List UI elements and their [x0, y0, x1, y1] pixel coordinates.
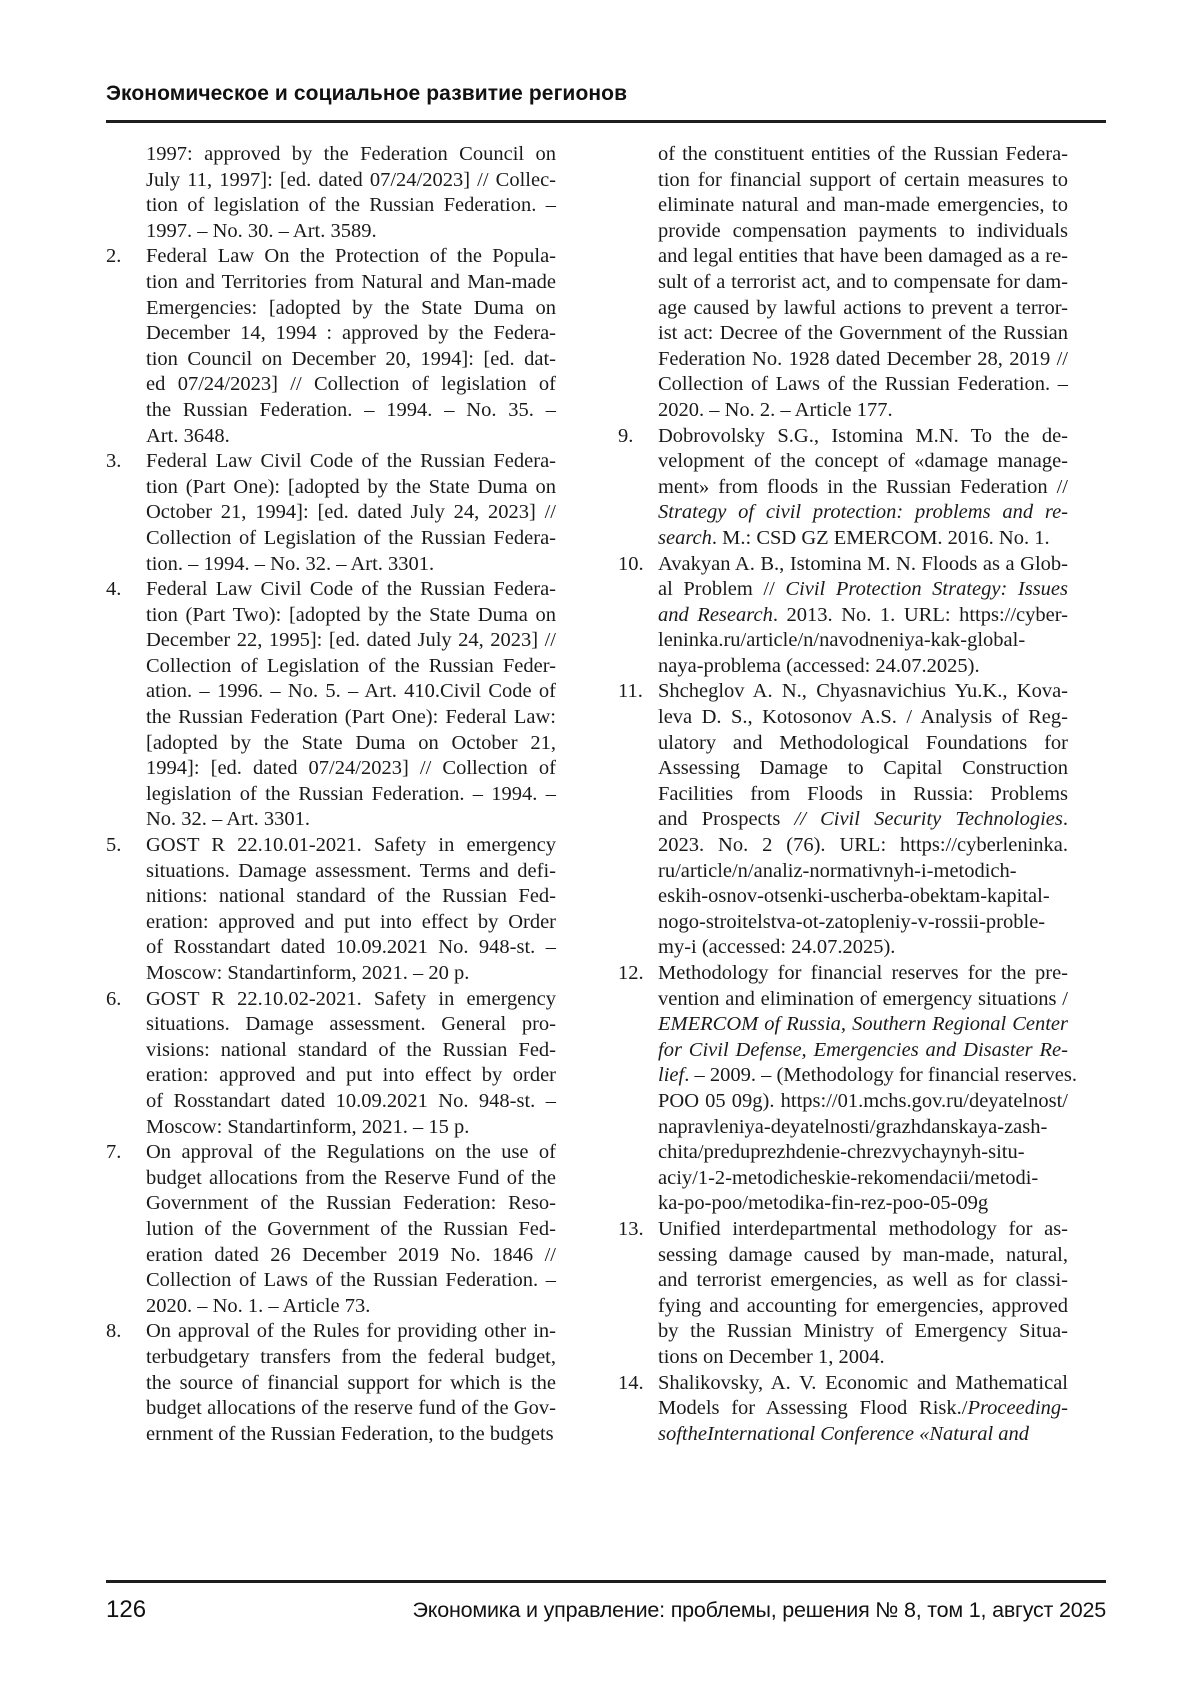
reference-line: Moscow: Standartinform, 2021. – 20 p. [146, 962, 470, 984]
reference-item [106, 577, 556, 833]
reference-line: Collection of Legislation of the Russian Feder- [146, 654, 556, 677]
reference-item [618, 1371, 1068, 1448]
reference-line: Shcheglov A. N., Chyasnavichius Yu.K., Kova- [658, 680, 1068, 703]
reference-line: chita/preduprezhdenie-chrezvychaynyh-situ- [658, 1141, 1025, 1164]
reference-line: 1997. – No. 30. – Art. 3589. [146, 219, 377, 242]
reference-line: Government of the Russian Federation: Reso- [146, 1192, 556, 1215]
reference-line: 2020. – No. 2. – Article 177. [658, 398, 893, 421]
reference-line: age caused by lawful actions to prevent a terror- [658, 296, 1068, 319]
reference-line: Collection of Laws of the Russian Federation. – [658, 373, 1068, 396]
reference-line: provide compensation payments to individuals [658, 219, 1068, 242]
reference-line: and terrorist emergencies, as well as for classi- [658, 1269, 1068, 1292]
reference-number: 5. [106, 834, 122, 857]
reference-line: terbudgetary transfers from the federal budget, [146, 1345, 556, 1368]
reference-line: 1997: approved by the Federation Council on [146, 143, 556, 165]
reference-line: POO 05 09g). https://01.mchs.gov.ru/deyatelnost/ [658, 1089, 1068, 1112]
reference-number: 9. [618, 424, 634, 447]
reference-line: my-i (accessed: 24.07.2025). [658, 936, 896, 959]
reference-line: July 11, 1997]: [ed. dated 07/24/2023] // Collec- [146, 168, 556, 191]
reference-line: Avakyan A. B., Istomina M. N. Floods as a Glob- [658, 552, 1068, 575]
reference-item [618, 142, 1068, 424]
reference-line: December 14, 1994 : approved by the Federa- [146, 322, 556, 345]
page-number: 126 [106, 1596, 147, 1623]
reference-number: 10. [618, 552, 644, 575]
reference-line: On approval of the Regulations on the use of [146, 1141, 556, 1164]
reference-line: Methodology for financial reserves for the pre- [658, 962, 1068, 984]
reference-number: 8. [106, 1320, 122, 1343]
reference-line: Moscow: Standartinform, 2021. – 15 p. [146, 1115, 470, 1138]
reference-line: fying and accounting for emergencies, approved [658, 1294, 1068, 1317]
reference-line: of Rosstandart dated 10.09.2021 No. 948-st. – [146, 1089, 556, 1112]
reference-number: 2. [106, 245, 122, 268]
reference-line: situations. Damage assessment. Terms and defi- [146, 859, 556, 882]
reference-line: tion for financial support of certain measures to [658, 168, 1068, 191]
reference-number: 13. [618, 1217, 644, 1240]
reference-line: of the constituent entities of the Russian Federa- [658, 143, 1068, 165]
reference-line: 2020. – No. 1. – Article 73. [146, 1294, 371, 1317]
reference-line: leva D. S., Kotosonov A.S. / Analysis of Reg- [658, 706, 1068, 729]
reference-line: and legal entities that have been damaged as a re- [658, 245, 1068, 268]
reference-item [106, 833, 556, 987]
reference-line: EMERCOM of Russia, Southern Regional Center [658, 1013, 1068, 1036]
reference-line: tion and Territories from Natural and Man-made [146, 270, 556, 293]
references-right-column [618, 142, 1078, 1447]
reference-line: Federal Law On the Protection of the Popula- [146, 245, 556, 268]
reference-line: eliminate natural and man-made emergencies, to [658, 194, 1068, 217]
reference-line: budget allocations of the reserve fund of the Gov- [146, 1397, 556, 1420]
reference-line: eration: approved and put into effect by Order [146, 910, 556, 933]
reference-line: aciy/1-2-metodicheskie-rekomendacii/metodi- [658, 1166, 1039, 1189]
header-rule [106, 120, 1106, 123]
reference-line: eskih-osnov-otsenki-uscherba-obektam-kapital- [658, 885, 1050, 908]
reference-line: and Research. 2013. No. 1. URL: https://cyber- [658, 603, 1068, 626]
reference-line: ist act: Decree of the Government of the Russian [658, 322, 1068, 345]
reference-line: Models for Assessing Flood Risk./Proceeding- [658, 1397, 1068, 1420]
reference-number: 3. [106, 450, 122, 473]
reference-line: Dobrovolsky S.G., Istomina M.N. To the de- [658, 424, 1068, 447]
reference-line: Strategy of civil protection: problems and re- [658, 501, 1068, 524]
reference-item [106, 1140, 556, 1319]
reference-line: sessing damage caused by man-made, natural, [658, 1243, 1068, 1266]
reference-item [106, 142, 556, 244]
reference-line: GOST R 22.10.02-2021. Safety in emergency [146, 987, 556, 1010]
reference-item [618, 1217, 1068, 1371]
reference-number: 11. [618, 680, 643, 703]
reference-line: ed 07/24/2023] // Collection of legislation of [146, 373, 556, 396]
reference-item [106, 1319, 556, 1447]
reference-line: ernment of the Russian Federation, to the budgets [146, 1422, 554, 1445]
reference-line: 1994]: [ed. dated 07/24/2023] // Collection of [146, 757, 556, 780]
reference-line: Assessing Damage to Capital Construction [658, 757, 1068, 780]
reference-line: lief. – 2009. – (Methodology for financial reserves. [658, 1064, 1078, 1087]
reference-line: Shalikovsky, A. V. Economic and Mathematical [658, 1371, 1068, 1394]
reference-line: tion (Part One): [adopted by the State Duma on [146, 475, 556, 498]
reference-line: velopment of the concept of «damage manage- [658, 450, 1068, 473]
reference-item [106, 244, 556, 449]
reference-line: sult of a terrorist act, and to compensate for dam- [658, 270, 1068, 293]
reference-line: lution of the Government of the Russian Fed- [146, 1217, 556, 1240]
reference-line: Collection of Legislation of the Russian Federa- [146, 526, 556, 549]
reference-line: leninka.ru/article/n/navodneniya-kak-global- [658, 629, 1026, 652]
reference-line: GOST R 22.10.01-2021. Safety in emergency [146, 834, 556, 857]
reference-number: 6. [106, 987, 122, 1010]
running-header-title: Экономическое и социальное развитие регионов [106, 82, 628, 105]
reference-line: by the Russian Ministry of Emergency Situa- [658, 1320, 1068, 1343]
reference-line: Collection of Laws of the Russian Federation. – [146, 1269, 556, 1292]
reference-line: eration dated 26 December 2019 No. 1846 // [146, 1243, 556, 1266]
reference-line: Federal Law Civil Code of the Russian Federa- [146, 578, 556, 601]
reference-line: nogo-stroitelstva-ot-zatopleniy-v-rossii-proble- [658, 910, 1046, 933]
reference-line: tions on December 1, 2004. [658, 1345, 885, 1368]
reference-line: the Russian Federation (Part One): Federal Law: [146, 706, 556, 729]
reference-item [106, 987, 556, 1141]
reference-line: softheInternational Conference «Natural and [658, 1422, 1030, 1445]
reference-line: December 22, 1995]: [ed. dated July 24, 2023] // [146, 629, 556, 652]
reference-line: vention and elimination of emergency situations / [658, 987, 1068, 1010]
reference-line: for Civil Defense, Emergencies and Disaster Re- [658, 1038, 1068, 1061]
reference-item [618, 552, 1068, 680]
reference-line: Federal Law Civil Code of the Russian Federa- [146, 450, 556, 473]
reference-line: Unified interdepartmental methodology for as- [658, 1217, 1068, 1240]
reference-line: tion of legislation of the Russian Federation. – [146, 194, 556, 217]
reference-line: 2023. No. 2 (76). URL: https://cyberleninka. [658, 834, 1068, 857]
reference-line: search. M.: CSD GZ EMERCOM. 2016. No. 1. [658, 526, 1050, 549]
reference-line: napravleniya-deyatelnosti/grazhdanskaya-zash- [658, 1115, 1048, 1138]
reference-line: al Problem // Civil Protection Strategy: Issues [658, 578, 1069, 601]
reference-line: eration: approved and put into effect by order [146, 1064, 556, 1087]
reference-line: the source of financial support for which is the [146, 1371, 556, 1394]
reference-number: 12. [618, 962, 644, 984]
reference-line: legislation of the Russian Federation. – 1994. – [146, 782, 556, 805]
reference-line: Facilities from Floods in Russia: Problems [658, 782, 1068, 805]
reference-item [618, 679, 1068, 961]
reference-line: situations. Damage assessment. General pro- [146, 1013, 556, 1036]
reference-line: ru/article/n/analiz-normativnyh-i-metodich- [658, 859, 1017, 882]
reference-number: 7. [106, 1141, 122, 1164]
reference-line: ation. – 1996. – No. 5. – Art. 410.Civil Code of [146, 680, 556, 703]
reference-line: the Russian Federation. – 1994. – No. 35. – [146, 398, 556, 421]
reference-line: ulatory and Methodological Foundations for [658, 731, 1068, 754]
reference-item [106, 449, 556, 577]
reference-line: nitions: national standard of the Russian Fed- [146, 885, 556, 908]
reference-line: tion Council on December 20, 1994]: [ed. dat- [146, 347, 556, 370]
reference-line: ment» from floods in the Russian Federation // [658, 475, 1068, 498]
reference-line: budget allocations from the Reserve Fund of the [146, 1166, 556, 1189]
journal-footer: Экономика и управление: проблемы, решения № 8, том 1, август 2025 [412, 1598, 1106, 1622]
reference-line: No. 32. – Art. 3301. [146, 808, 310, 831]
reference-line: Federation No. 1928 dated December 28, 2019 // [658, 347, 1068, 370]
reference-line: ka-po-poo/metodika-fin-rez-poo-05-09g [658, 1192, 989, 1215]
reference-line: naya-problema (accessed: 24.07.2025). [658, 654, 980, 677]
reference-line: visions: national standard of the Russian Fed- [146, 1038, 556, 1061]
reference-item [618, 424, 1068, 552]
reference-line: of Rosstandart dated 10.09.2021 No. 948-st. – [146, 936, 556, 959]
reference-line: and Prospects // Civil Security Technologies. [658, 808, 1068, 831]
reference-line: Emergencies: [adopted by the State Duma on [146, 296, 556, 319]
reference-line: On approval of the Rules for providing other in- [146, 1320, 556, 1343]
reference-number: 4. [106, 578, 122, 601]
reference-line: October 21, 1994]: [ed. dated July 24, 2023] // [146, 501, 556, 524]
reference-line: tion. – 1994. – No. 32. – Art. 3301. [146, 552, 435, 575]
reference-line: Art. 3648. [146, 424, 230, 447]
references-left-column [106, 142, 556, 1447]
reference-line: [adopted by the State Duma on October 21, [146, 731, 556, 754]
reference-line: tion (Part Two): [adopted by the State Duma on [146, 603, 556, 626]
reference-number: 14. [618, 1371, 644, 1394]
reference-item [618, 961, 1078, 1217]
footer-rule [106, 1580, 1106, 1583]
